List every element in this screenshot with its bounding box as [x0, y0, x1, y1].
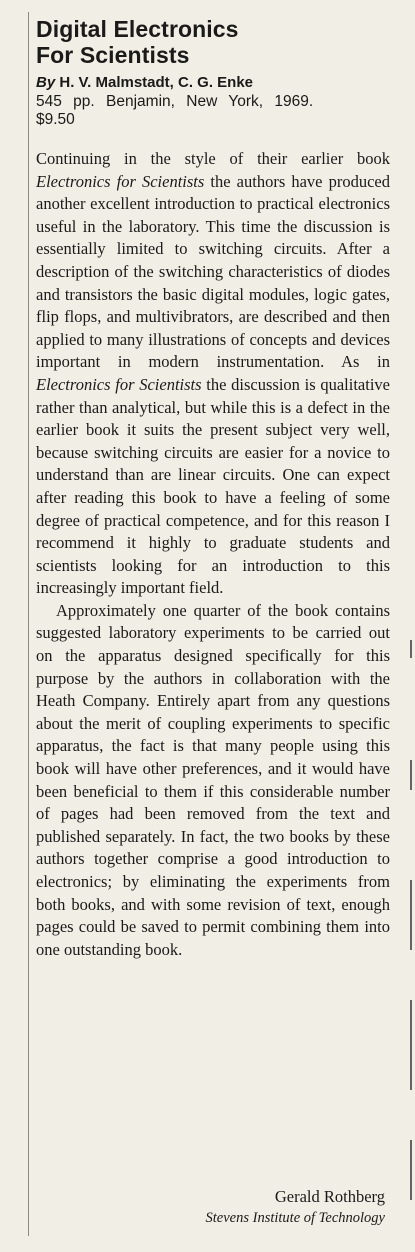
edge-mark	[410, 1000, 412, 1090]
edge-mark	[410, 760, 412, 790]
authors-names: H. V. Malmstadt, C. G. Enke	[59, 74, 254, 91]
review-paragraph-1	[36, 148, 390, 600]
review-body	[36, 148, 390, 961]
review-header	[36, 16, 396, 129]
reviewer-affiliation: Stevens Institute of Technology	[205, 1210, 385, 1226]
column-rule	[28, 12, 29, 1236]
book-title-line-1: Digital Electronics	[36, 16, 239, 42]
book-price: $9.50	[36, 111, 75, 128]
book-title	[36, 16, 396, 68]
authors-prefix: By	[36, 74, 56, 91]
book-title-line-2: For Scientists	[36, 42, 190, 68]
paragraph-1-text-c: the discussion is qualitative rather than analytical, but while this is a defect in the earlier book it suits the present subject very well, because switching circuits are easier for a novice to understand than are linear circuits. One can expect after reading this book to have a feeling of some degree of practical competence, and for this reason I recommend it highly to graduate students and scientists looking for an introduction to this increasingly important field.	[36, 374, 390, 598]
edge-mark	[410, 880, 412, 950]
edge-mark	[410, 640, 412, 658]
paragraph-1-text-a: Continuing in the style of their earlier book	[36, 149, 390, 168]
paragraph-1-text-b: the authors have produced another excellent introduction to practical electronics useful in the laboratory. This time the discussion is essentially limited to switching circuits. After a description of the switching characteristics of diodes and transistors the basic digital modules, logic gates, flip flops, and multivibrators, are described and then applied to many illustrations of concepts and devices important in modern instrumentation. As in	[36, 171, 390, 372]
book-authors	[36, 74, 396, 92]
review-paragraph-2: Approximately one quarter of the book contains suggested laboratory experiments to be carried out on the apparatus designed specifically for this purpose by the authors in collaboration with the Heath Company. Entirely apart from any questions about the merit of coupling experiments to specific apparatus, the fact is that many people using this book will have other preferences, and it would have been beneficial to them if this considerable number of pages had been removed from the text and published separately. In fact, the two books by these authors together comprise a good introduction to electronics; by eliminating the experiments from both books, and with some revision of text, enough pages could be saved to permit combining them into one outstanding book.	[36, 600, 390, 959]
page-edge-marks	[410, 640, 412, 1240]
reviewer-name: Gerald Rothberg	[274, 1187, 385, 1206]
publication-info: 545 pp. Benjamin, New York, 1969.	[36, 93, 314, 110]
cited-book-title: Electronics for Scientists	[36, 171, 205, 191]
reviewer-signature	[206, 1186, 385, 1228]
edge-mark	[410, 1140, 412, 1200]
cited-book-title-2: Electronics for Scientists	[36, 374, 202, 394]
